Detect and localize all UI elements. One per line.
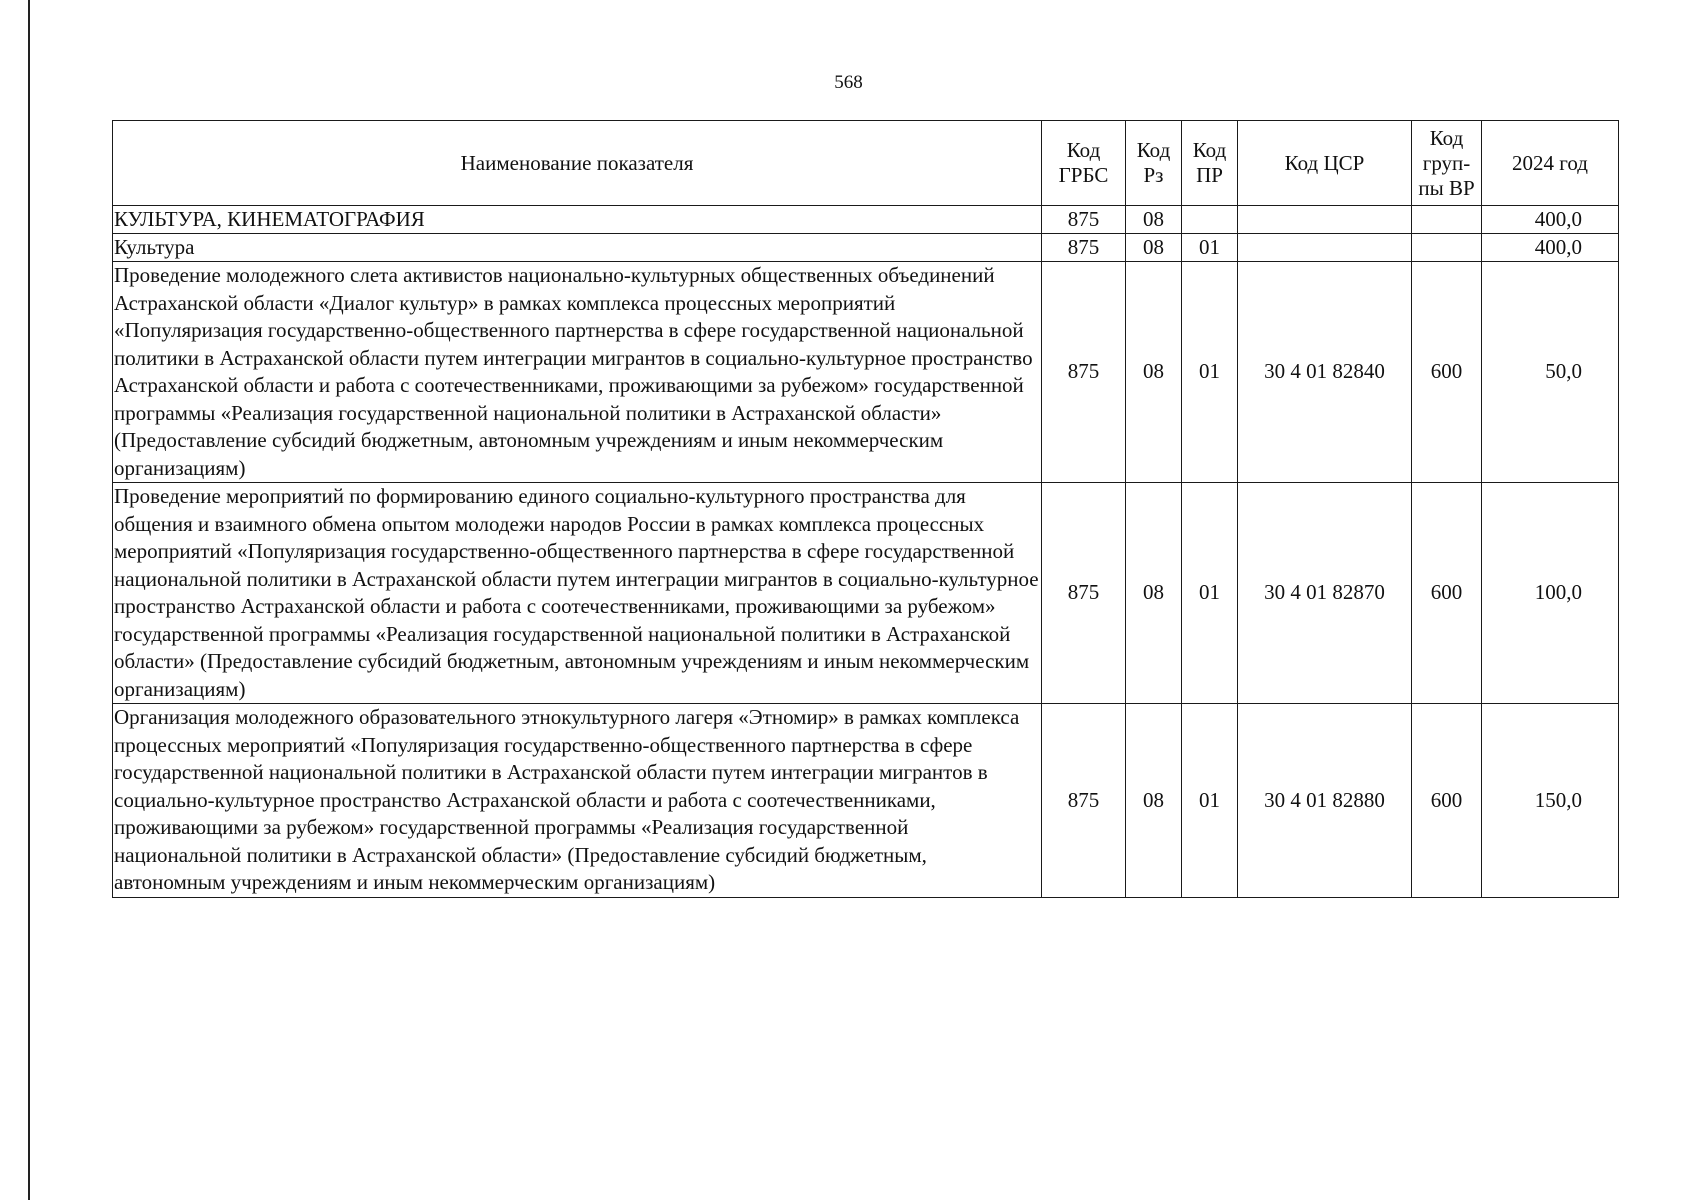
row-grbs: 875 [1042,206,1126,234]
row-vr: 600 [1412,483,1482,704]
row-pr: 01 [1182,704,1238,898]
header-name: Наименование показателя [113,121,1042,206]
binding-edge-line [28,0,30,1200]
row-csr [1238,234,1412,262]
header-rz: Код Рз [1126,121,1182,206]
row-name: Культура [113,234,1042,262]
header-pr: Код ПР [1182,121,1238,206]
row-pr: 01 [1182,483,1238,704]
row-amount: 150,0 [1482,704,1619,898]
row-grbs: 875 [1042,234,1126,262]
row-grbs: 875 [1042,483,1126,704]
row-pr: 01 [1182,234,1238,262]
row-csr [1238,206,1412,234]
row-amount: 400,0 [1482,234,1619,262]
row-csr: 30 4 01 82870 [1238,483,1412,704]
row-rz: 08 [1126,704,1182,898]
budget-table [112,120,1619,898]
row-name: КУЛЬТУРА, КИНЕМАТОГРАФИЯ [113,206,1042,234]
row-amount: 400,0 [1482,206,1619,234]
header-grbs: Код ГРБС [1042,121,1126,206]
header-vr: Код груп-пы ВР [1412,121,1482,206]
row-csr: 30 4 01 82880 [1238,704,1412,898]
table-row [113,262,1619,483]
row-vr [1412,206,1482,234]
table-row [113,206,1619,234]
row-rz: 08 [1126,234,1182,262]
table-row [113,483,1619,704]
row-rz: 08 [1126,206,1182,234]
row-name: Организация молодежного образовательного этнокультурного лагеря «Этномир» в рамках комплекса процессных мероприятий «Популяризация государственно-общественного партнерства в сфере государственной национальной политики в Астраханской области путем интеграции мигрантов в социально-культурное пространство Астраханской области и работа с соотечественниками, проживающими за рубежом» государственной программы «Реализация государственной национальной политики в Астраханской области» (Предоставление субсидий бюджетным, автономным учреждениям и иным некоммерческим организациям) [113,704,1042,898]
table-row [113,704,1619,898]
row-vr: 600 [1412,704,1482,898]
row-pr: 01 [1182,262,1238,483]
row-amount: 100,0 [1482,483,1619,704]
row-rz: 08 [1126,483,1182,704]
row-name: Проведение молодежного слета активистов национально-культурных общественных объединений Астраханской области «Диалог культур» в рамках комплекса процессных мероприятий «Популяризация государственно-общественного партнерства в сфере государственной национальной политики в Астраханской области путем интеграции мигрантов в социально-культурное пространство Астраханской области и работа с соотечественниками, проживающими за рубежом» государственной программы «Реализация государственной национальной политики в Астраханской области» (Предоставление субсидий бюджетным, автономным учреждениям и иным некоммерческим организациям) [113,262,1042,483]
row-grbs: 875 [1042,262,1126,483]
row-vr: 600 [1412,262,1482,483]
row-vr [1412,234,1482,262]
row-pr [1182,206,1238,234]
row-amount: 50,0 [1482,262,1619,483]
row-rz: 08 [1126,262,1182,483]
page-number: 568 [834,72,863,93]
table-row [113,234,1619,262]
row-csr: 30 4 01 82840 [1238,262,1412,483]
row-name: Проведение мероприятий по формированию единого социально-культурного пространства для общения и взаимного обмена опытом молодежи народов России в рамках комплекса процессных мероприятий «Популяризация государственно-общественного партнерства в сфере государственной национальной политики в Астраханской области путем интеграции мигрантов в социально-культурное пространство Астраханской области и работа с соотечественниками, проживающими за рубежом» государственной программы «Реализация государственной национальной политики в Астраханской области» (Предоставление субсидий бюджетным, автономным учреждениям и иным некоммерческим организациям) [113,483,1042,704]
row-grbs: 875 [1042,704,1126,898]
table-header-row [113,121,1619,206]
header-year: 2024 год [1482,121,1619,206]
header-csr: Код ЦСР [1238,121,1412,206]
